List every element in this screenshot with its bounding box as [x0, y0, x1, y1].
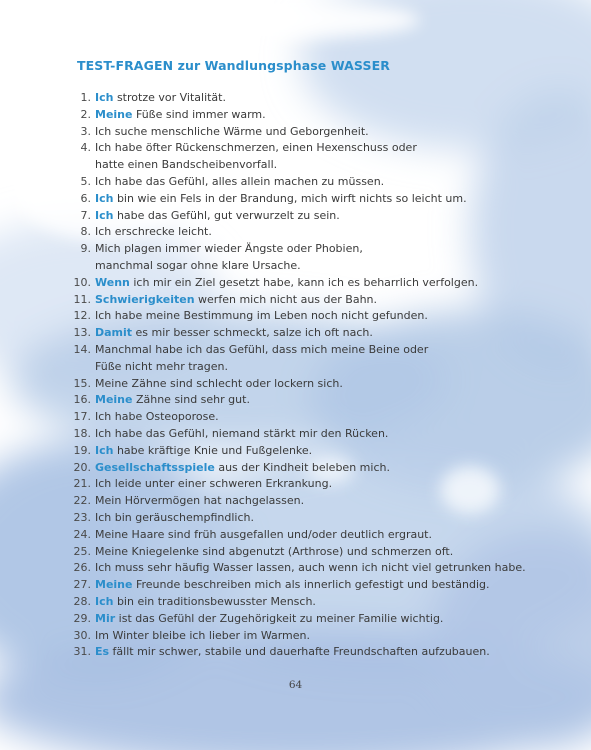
question-text: [95, 209, 340, 222]
question-text: [95, 427, 388, 440]
question-text: [95, 444, 312, 457]
page-title: TEST-FRAGEN zur Wandlungsphase WASSER: [77, 58, 390, 73]
question-text: [95, 528, 432, 541]
question-lead-word: Ich: [95, 208, 114, 222]
question-body: aus der Kindheit beleben mich.: [214, 460, 390, 474]
question-text: [95, 393, 250, 406]
question-number: 11.: [73, 292, 91, 306]
question-number: 27.: [73, 578, 91, 592]
question-lead-word: Mir: [95, 611, 116, 625]
question-text: [95, 125, 369, 138]
question-text: [95, 377, 343, 390]
question-body: Mein Hörvermögen hat nachgelassen.: [95, 494, 305, 508]
question-text: [95, 141, 417, 154]
question-number: 26.: [73, 561, 91, 575]
question-lead-word: Ich: [95, 443, 114, 457]
question-number: 20.: [73, 460, 91, 474]
question-text: [95, 545, 453, 558]
question-number: 16.: [73, 393, 91, 407]
question-text: [95, 242, 363, 255]
question-text: [95, 561, 526, 574]
question-body: habe kräftige Knie und Fußgelenke.: [113, 443, 313, 457]
question-text: [95, 494, 304, 507]
question-text-continuation: Füße nicht mehr tragen.: [95, 359, 229, 373]
question-text: [95, 410, 219, 423]
question-text: [95, 511, 254, 524]
question-body: Freunde beschreiben mich als innerlich gefestigt und beständig.: [132, 578, 490, 592]
question-text: [95, 309, 428, 322]
question-text: [95, 612, 443, 625]
question-body: ist das Gefühl der Zugehörigkeit zu meiner Familie wichtig.: [115, 611, 444, 625]
question-number: 5.: [80, 175, 91, 188]
question-number: 18.: [73, 427, 91, 440]
question-body: es mir besser schmeckt, salze ich oft nach.: [132, 326, 373, 340]
question-number: 28.: [73, 595, 91, 608]
question-text-continuation: hatte einen Bandscheibenvorfall.: [95, 158, 278, 172]
question-number: 2.: [80, 107, 91, 121]
question-lead-word: Es: [95, 645, 110, 659]
question-text: [95, 276, 478, 289]
question-number: 9.: [80, 242, 91, 256]
question-text: [95, 629, 310, 642]
question-text-continuation: manchmal sogar ohne klare Ursache.: [95, 258, 301, 272]
page-number: 64: [288, 679, 303, 691]
question-text: [95, 477, 332, 490]
question-lead-word: Schwierigkeiten: [95, 292, 195, 306]
question-number: 17.: [73, 410, 91, 424]
question-lead-word: Damit: [95, 326, 133, 340]
question-body: Ich habe meine Bestimmung im Leben noch nicht gefunden.: [95, 309, 428, 323]
question-number: 3.: [80, 124, 91, 138]
question-text: [95, 645, 490, 658]
question-body: werfen mich nicht aus der Bahn.: [194, 292, 378, 306]
question-number: 4.: [80, 141, 91, 155]
question-lead-word: Meine: [95, 578, 133, 592]
question-text: [95, 192, 467, 205]
question-number: 13.: [73, 326, 91, 340]
question-body: Manchmal habe ich das Gefühl, dass mich meine Beine oder: [95, 343, 429, 356]
question-text: [95, 225, 212, 238]
question-body: Meine Haare sind früh ausgefallen und/oder deutlich ergraut.: [95, 527, 432, 541]
question-number: 8.: [80, 225, 91, 239]
question-number: 15.: [73, 376, 91, 390]
question-body: strotze vor Vitalität.: [113, 91, 226, 104]
question-number: 22.: [73, 494, 91, 508]
question-text: [95, 108, 266, 121]
question-lead-word: Ich: [95, 595, 114, 608]
question-body: Zähne sind sehr gut.: [132, 393, 250, 407]
question-text: [95, 595, 316, 608]
question-body: Ich suche menschliche Wärme und Geborgenheit.: [95, 124, 369, 138]
question-body: Ich habe das Gefühl, niemand stärkt mir den Rücken.: [95, 427, 389, 440]
question-number: 31.: [73, 645, 91, 659]
question-body: ich mir ein Ziel gesetzt habe, kann ich es beharrlich verfolgen.: [129, 275, 479, 289]
question-text: [95, 326, 373, 339]
question-text: [95, 293, 377, 306]
question-number: 12.: [73, 309, 91, 323]
question-body: bin ein traditionsbewusster Mensch.: [113, 595, 316, 608]
question-body: bin wie ein Fels in der Brandung, mich wirft nichts so leicht um.: [113, 191, 467, 205]
question-body: Füße sind immer warm.: [132, 107, 266, 121]
question-body: Ich muss sehr häufig Wasser lassen, auch wenn ich nicht viel getrunken habe.: [95, 561, 526, 575]
question-body: fällt mir schwer, stabile und dauerhafte Freundschaften aufzubauen.: [109, 645, 490, 659]
question-number: 30.: [73, 628, 91, 642]
question-number: 1.: [80, 91, 91, 104]
question-number: 7.: [80, 208, 91, 222]
question-body: Mich plagen immer wieder Ängste oder Phobien,: [95, 242, 363, 256]
question-number: 24.: [73, 527, 91, 541]
question-number: 23.: [73, 511, 91, 524]
question-text: [95, 578, 490, 591]
question-body: Ich habe das Gefühl, alles allein machen zu müssen.: [95, 175, 385, 188]
question-body: Meine Kniegelenke sind abgenutzt (Arthrose) und schmerzen oft.: [95, 544, 454, 558]
question-number: 14.: [73, 343, 91, 356]
question-body: Ich leide unter einer schweren Erkrankung.: [95, 477, 333, 491]
question-number: 25.: [73, 544, 91, 558]
question-lead-word: Meine: [95, 393, 133, 407]
question-number: 10.: [73, 275, 91, 289]
question-number: 19.: [73, 443, 91, 457]
question-text: [95, 175, 384, 188]
question-body: Ich bin geräuschempfindlich.: [95, 511, 254, 524]
question-number: 29.: [73, 611, 91, 625]
question-lead-word: Ich: [95, 191, 114, 205]
question-number: 6.: [80, 191, 91, 205]
question-lead-word: Meine: [95, 107, 133, 121]
question-number: 21.: [73, 477, 91, 491]
question-text: [95, 91, 226, 104]
question-body: Ich habe Osteoporose.: [95, 410, 219, 424]
question-lead-word: Gesellschaftsspiele: [95, 460, 215, 474]
question-body: Ich erschrecke leicht.: [95, 225, 212, 239]
question-body: Ich habe öfter Rückenschmerzen, einen Hexenschuss oder: [95, 141, 417, 155]
question-body: habe das Gefühl, gut verwurzelt zu sein.: [113, 208, 340, 222]
question-lead-word: Wenn: [95, 275, 130, 289]
question-text: [95, 343, 428, 356]
question-body: Im Winter bleibe ich lieber im Warmen.: [95, 628, 311, 642]
question-lead-word: Ich: [95, 91, 114, 104]
question-body: Meine Zähne sind schlecht oder lockern sich.: [95, 376, 343, 390]
question-text: [95, 461, 390, 474]
